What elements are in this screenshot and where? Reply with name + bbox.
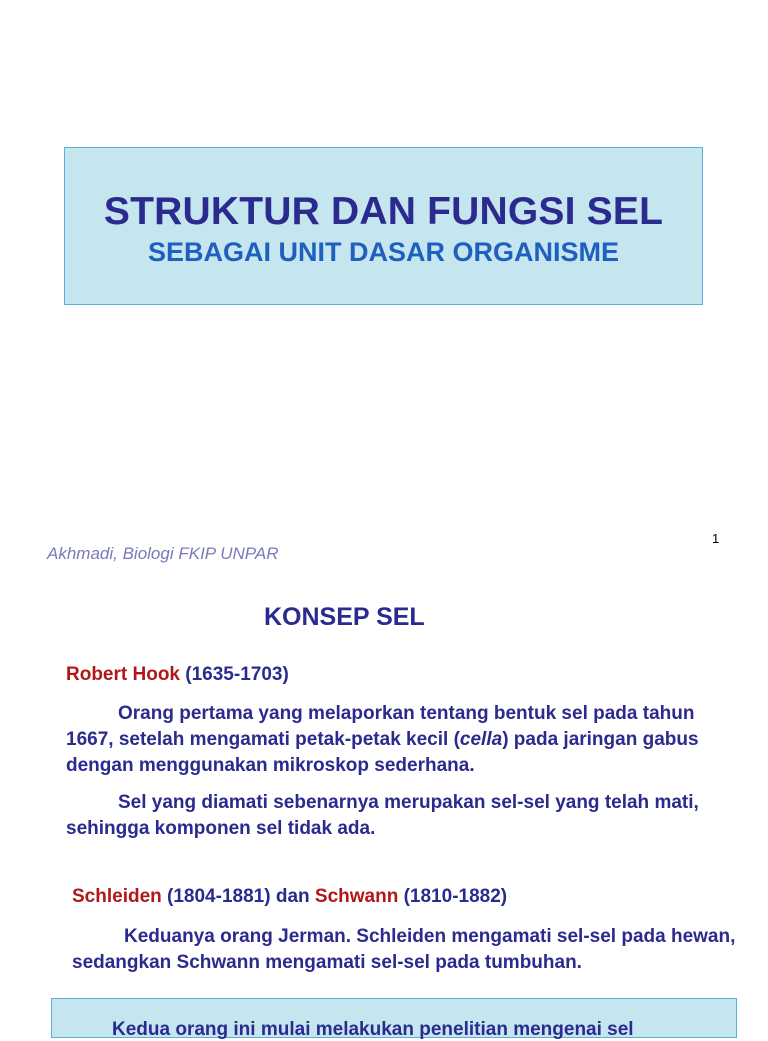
hook-heading: [66, 664, 289, 686]
slide-title: STRUKTUR DAN FUNGSI SEL: [103, 190, 664, 233]
slide-subtitle: SEBAGAI UNIT DASAR ORGANISME: [147, 237, 620, 267]
bottom-text: Kedua orang ini mulai melakukan penelitian mengenai sel: [112, 1019, 634, 1040]
schwann-name: Schwann: [314, 886, 399, 907]
hook-name: Robert Hook: [66, 664, 180, 685]
conjunction: dan: [275, 886, 310, 907]
hook-paragraph-1: [66, 701, 726, 779]
hook-para1-after: ) pada jaringan gabus dengan menggunakan mikroskop sederhana.: [66, 729, 699, 776]
schleiden-schwann-paragraph: Keduanya orang Jerman. Schleiden mengamati sel-sel pada hewan, sedangkan Schwann mengamati sel-sel pada tumbuhan.: [72, 926, 736, 973]
bottom-box: [51, 998, 737, 1038]
schleiden-schwann-heading: [72, 886, 507, 908]
schleiden-years: (1804-1881): [167, 886, 271, 907]
schleiden-name: Schleiden: [72, 886, 162, 907]
hook-years: (1635-1703): [185, 664, 289, 685]
schwann-years: (1810-1882): [403, 886, 508, 907]
hook-para1-italic: cella: [459, 729, 503, 750]
hook-paragraph-2: Sel yang diamati sebenarnya merupakan sel-sel yang telah mati, sehingga komponen sel tidak ada.: [66, 792, 699, 839]
slide-footer: Akhmadi, Biologi FKIP UNPAR: [47, 544, 279, 563]
concept-heading: KONSEP SEL: [264, 603, 425, 631]
page-number: 1: [712, 531, 720, 546]
hook-para1-before: Orang pertama yang melaporkan tentang bentuk sel pada tahun 1667, setelah mengamati petak-petak kecil (: [66, 703, 695, 750]
concept-slide: [0, 576, 768, 1040]
title-box: [64, 147, 703, 305]
